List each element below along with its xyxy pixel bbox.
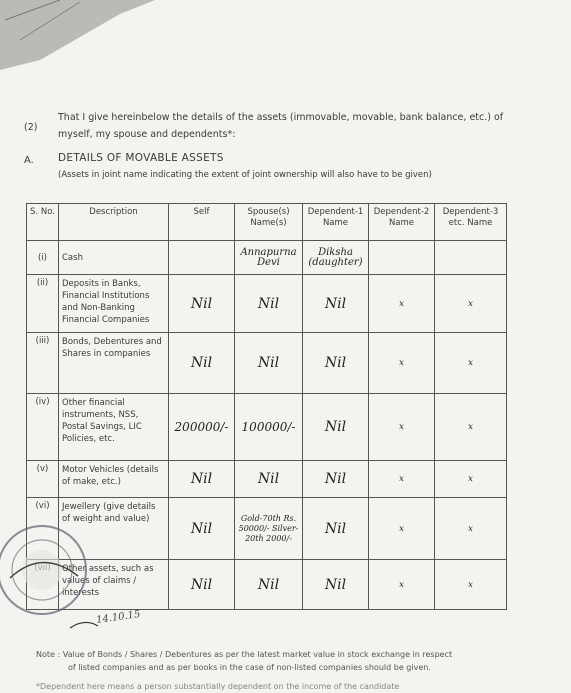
row-description: Jewellery (give details of weight and value) — [59, 498, 169, 560]
header-dependent-1: Dependent-1 Name — [303, 204, 369, 241]
footnote-line-1: Note : Value of Bonds / Shares / Debentures as per the latest market value in stock exchange in respect — [36, 650, 453, 659]
row-description: Other assets, such as values of claims / interests — [59, 560, 169, 610]
cell-dependent-2: x — [369, 394, 435, 461]
row-sno: (v) — [27, 461, 59, 498]
cell-spouse: Nil — [235, 275, 303, 333]
notary-seal — [0, 508, 100, 638]
cell-dependent-3 — [435, 241, 507, 275]
cell-self: Nil — [169, 275, 235, 333]
cell-spouse: 100000/- — [235, 394, 303, 461]
table-row — [27, 275, 507, 333]
row-sno: (iii) — [27, 333, 59, 394]
header-sno: S. No. — [27, 204, 59, 241]
cell-dependent-1: Nil — [303, 394, 369, 461]
section-title: DETAILS OF MOVABLE ASSETS — [58, 152, 224, 164]
intro-number: (2) — [24, 122, 38, 133]
cell-self: Nil — [169, 333, 235, 394]
cell-dependent-3: x — [435, 560, 507, 610]
table-header-row — [27, 204, 507, 241]
cell-self: Nil — [169, 560, 235, 610]
cell-dependent-2: x — [369, 560, 435, 610]
table-row — [27, 461, 507, 498]
header-dependent-3: Dependent-3 etc. Name — [435, 204, 507, 241]
cell-dependent-1: Nil — [303, 498, 369, 560]
cell-self: 200000/- — [169, 394, 235, 461]
stamp-date-handwritten: 14.10.15 — [95, 608, 142, 627]
header-dependent-2: Dependent-2 Name — [369, 204, 435, 241]
header-spouse: Spouse(s) Name(s) — [235, 204, 303, 241]
cell-spouse: Nil — [235, 333, 303, 394]
row-sno: (i) — [27, 241, 59, 275]
table-row — [27, 241, 507, 275]
cell-dependent-2: x — [369, 498, 435, 560]
row-description: Cash — [59, 241, 169, 275]
cell-dependent-1: Nil — [303, 560, 369, 610]
cell-dependent-2: x — [369, 333, 435, 394]
row-description: Bonds, Debentures and Shares in companies — [59, 333, 169, 394]
row-description: Other financial instruments, NSS, Postal Savings, LIC Policies, etc. — [59, 394, 169, 461]
cell-dependent-1: Nil — [303, 333, 369, 394]
header-self: Self — [169, 204, 235, 241]
row-description: Deposits in Banks, Financial Institutions and Non-Banking Financial Companies — [59, 275, 169, 333]
cell-spouse: Nil — [235, 560, 303, 610]
footnote-line-2: of listed companies and as per books in the case of non-listed companies should be given. — [68, 663, 431, 672]
table-row — [27, 333, 507, 394]
row-description: Motor Vehicles (details of make, etc.) — [59, 461, 169, 498]
cell-self — [169, 241, 235, 275]
cell-dependent-1: Nil — [303, 275, 369, 333]
cell-self: Nil — [169, 498, 235, 560]
cell-dependent-1: Nil — [303, 461, 369, 498]
row-sno: (ii) — [27, 275, 59, 333]
cell-dependent-3: x — [435, 394, 507, 461]
footnote — [36, 648, 452, 693]
cell-spouse: Gold-70th Rs. 50000/- Silver-20th 2000/- — [235, 498, 303, 560]
cell-dependent-2 — [369, 241, 435, 275]
cell-spouse: Nil — [235, 461, 303, 498]
dependent-1-name-handwritten: Diksha (daughter) — [303, 241, 369, 275]
section-subtitle: (Assets in joint name indicating the extent of joint ownership will also have to be given) — [58, 170, 432, 180]
intro-line-1: That I give hereinbelow the details of the assets (immovable, movable, bank balance, etc.) of — [58, 112, 504, 123]
cell-self: Nil — [169, 461, 235, 498]
spouse-name-handwritten: Annapurna Devi — [235, 241, 303, 275]
cell-dependent-3: x — [435, 498, 507, 560]
section-letter: A. — [24, 155, 34, 166]
header-description: Description — [59, 204, 169, 241]
footnote-line-3: *Dependent here means a person substantially dependent on the income of the candidate — [36, 682, 400, 691]
cell-dependent-3: x — [435, 275, 507, 333]
cell-dependent-3: x — [435, 333, 507, 394]
cell-dependent-3: x — [435, 461, 507, 498]
row-sno: (vi) — [27, 498, 59, 560]
row-sno: (iv) — [27, 394, 59, 461]
cell-dependent-2: x — [369, 461, 435, 498]
page-fold-shadow — [0, 0, 571, 90]
intro-line-2: myself, my spouse and dependents*: — [58, 129, 236, 140]
cell-dependent-2: x — [369, 275, 435, 333]
table-row — [27, 394, 507, 461]
